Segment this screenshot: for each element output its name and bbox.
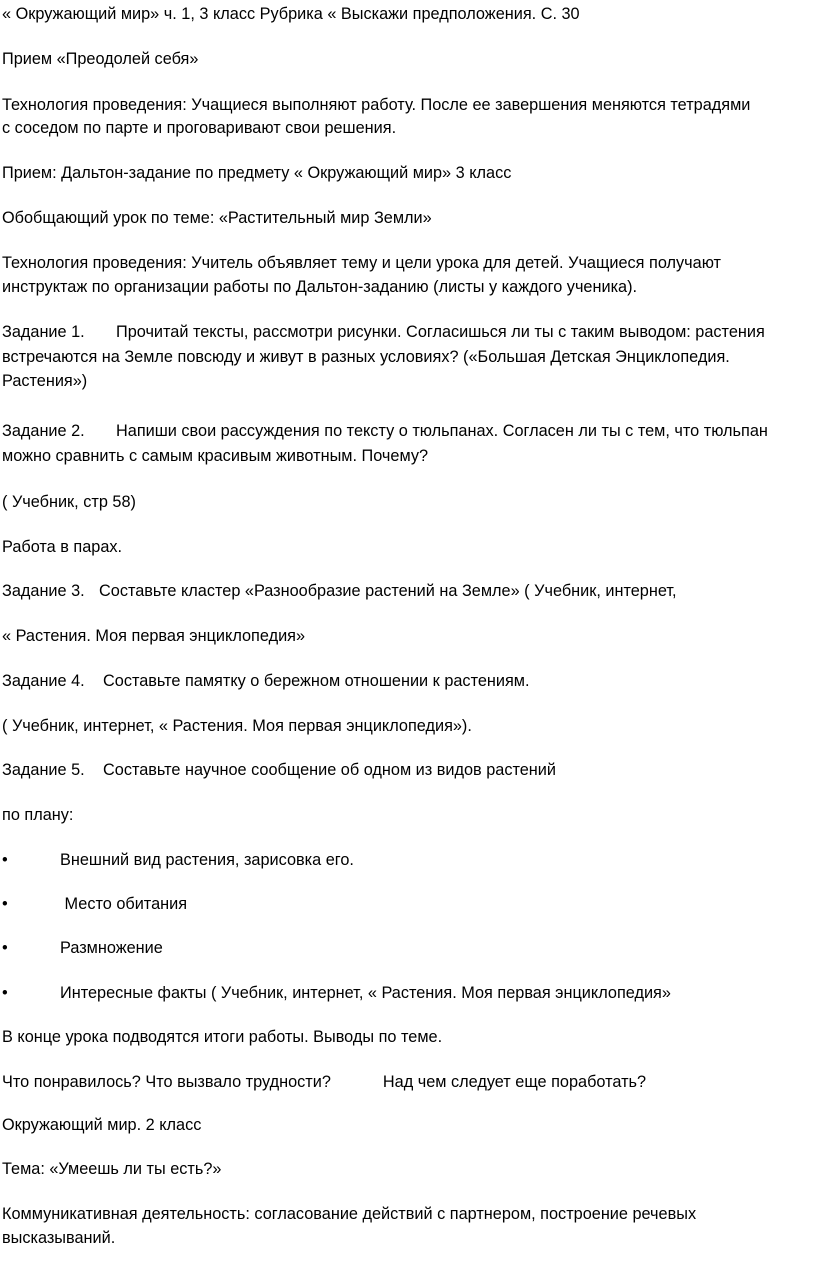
task-4-text: Составьте памятку о бережном отношении к растениям. [103, 672, 530, 690]
pair-work-title: Работа в парах. [2, 538, 123, 556]
plan-bullet-item [2, 982, 671, 1005]
reflection-question-1: Что понравилось? Что вызвало трудности? [2, 1073, 331, 1091]
task-1-line-1 [2, 321, 765, 344]
lesson-topic: Обобщающий урок по теме: «Растительный мир Земли» [2, 209, 432, 227]
task-4-label: Задание 4. [2, 672, 85, 690]
task-1-line-2: встречаются на Земле повсюду и живут в разных условиях? («Большая Детская Энциклопедия. [2, 348, 730, 366]
bullet-icon: • [2, 984, 8, 1002]
topic-can-you-eat: Тема: «Умеешь ли ты есть?» [2, 1160, 222, 1178]
task-1-line-3: Растения») [2, 372, 88, 390]
bullet-icon: • [2, 939, 8, 957]
task-5-label: Задание 5. [2, 761, 85, 779]
task-3-line-1 [2, 580, 677, 603]
lesson-summary: В конце урока подводятся итоги работы. Выводы по теме. [2, 1028, 443, 1046]
plan-intro: по плану: [2, 806, 74, 824]
task-2-line-2: можно сравнить с самым красивым животным. Почему? [2, 447, 429, 465]
plan-bullet-item [2, 937, 163, 960]
plan-bullet-text: Место обитания [60, 895, 188, 913]
task-1-text: Прочитай тексты, рассмотри рисунки. Согласишься ли ты с таким выводом: растения [116, 323, 765, 341]
plan-bullet-item [2, 893, 187, 916]
task-4-line-1 [2, 670, 530, 693]
plan-bullet-text: Внешний вид растения, зарисовка его. [60, 851, 354, 869]
task-3-text: Составьте кластер «Разнообразие растений на Земле» ( Учебник, интернет, [99, 582, 677, 600]
task-1-label: Задание 1. [2, 323, 85, 341]
dalton-description-line-2: инструктаж по организации работы по Дальтон-заданию (листы у каждого ученика). [2, 278, 638, 296]
reflection-questions [2, 1071, 646, 1094]
dalton-description-line-1: Технология проведения: Учитель объявляет тему и цели урока для детей. Учащиеся получают [2, 254, 722, 272]
plan-bullet-item [2, 849, 354, 872]
task-2-text: Напиши свои рассуждения по тексту о тюльпанах. Согласен ли ты с тем, что тюльпан [116, 422, 768, 440]
technique-description-line-2: с соседом по парте и проговаривают свои решения. [2, 119, 397, 137]
bullet-icon: • [2, 851, 8, 869]
communicative-activity-line-1: Коммуникативная деятельность: согласование действий с партнером, построение речевых [2, 1205, 697, 1223]
bullet-icon: • [2, 895, 8, 913]
dalton-task-title: Прием: Дальтон-задание по предмету « Окружающий мир» 3 класс [2, 164, 512, 182]
document-heading-rubric: « Окружающий мир» ч. 1, 3 класс Рубрика « Выскажи предположения. С. 30 [2, 5, 580, 23]
task-3-label: Задание 3. [2, 582, 85, 600]
task-2-label: Задание 2. [2, 422, 85, 440]
plan-bullet-text: Интересные факты ( Учебник, интернет, « Растения. Моя первая энциклопедия» [60, 984, 671, 1002]
communicative-activity-line-2: высказываний. [2, 1229, 116, 1247]
task-5-line-1 [2, 759, 556, 782]
technique-title-overcome-yourself: Прием «Преодолей себя» [2, 50, 199, 68]
task-2-line-1 [2, 420, 768, 443]
task-4-line-2: ( Учебник, интернет, « Растения. Моя первая энциклопедия»). [2, 717, 472, 735]
task-3-line-2: « Растения. Моя первая энциклопедия» [2, 627, 306, 645]
plan-bullet-text: Размножение [60, 939, 163, 957]
task-5-text: Составьте научное сообщение об одном из видов растений [103, 761, 556, 779]
subject-grade-2: Окружающий мир. 2 класс [2, 1116, 202, 1134]
reflection-question-2: Над чем следует еще поработать? [382, 1073, 647, 1091]
technique-description-line-1: Технология проведения: Учащиеся выполняют работу. После ее завершения меняются тетрадями [2, 96, 751, 114]
textbook-reference: ( Учебник, стр 58) [2, 493, 136, 511]
